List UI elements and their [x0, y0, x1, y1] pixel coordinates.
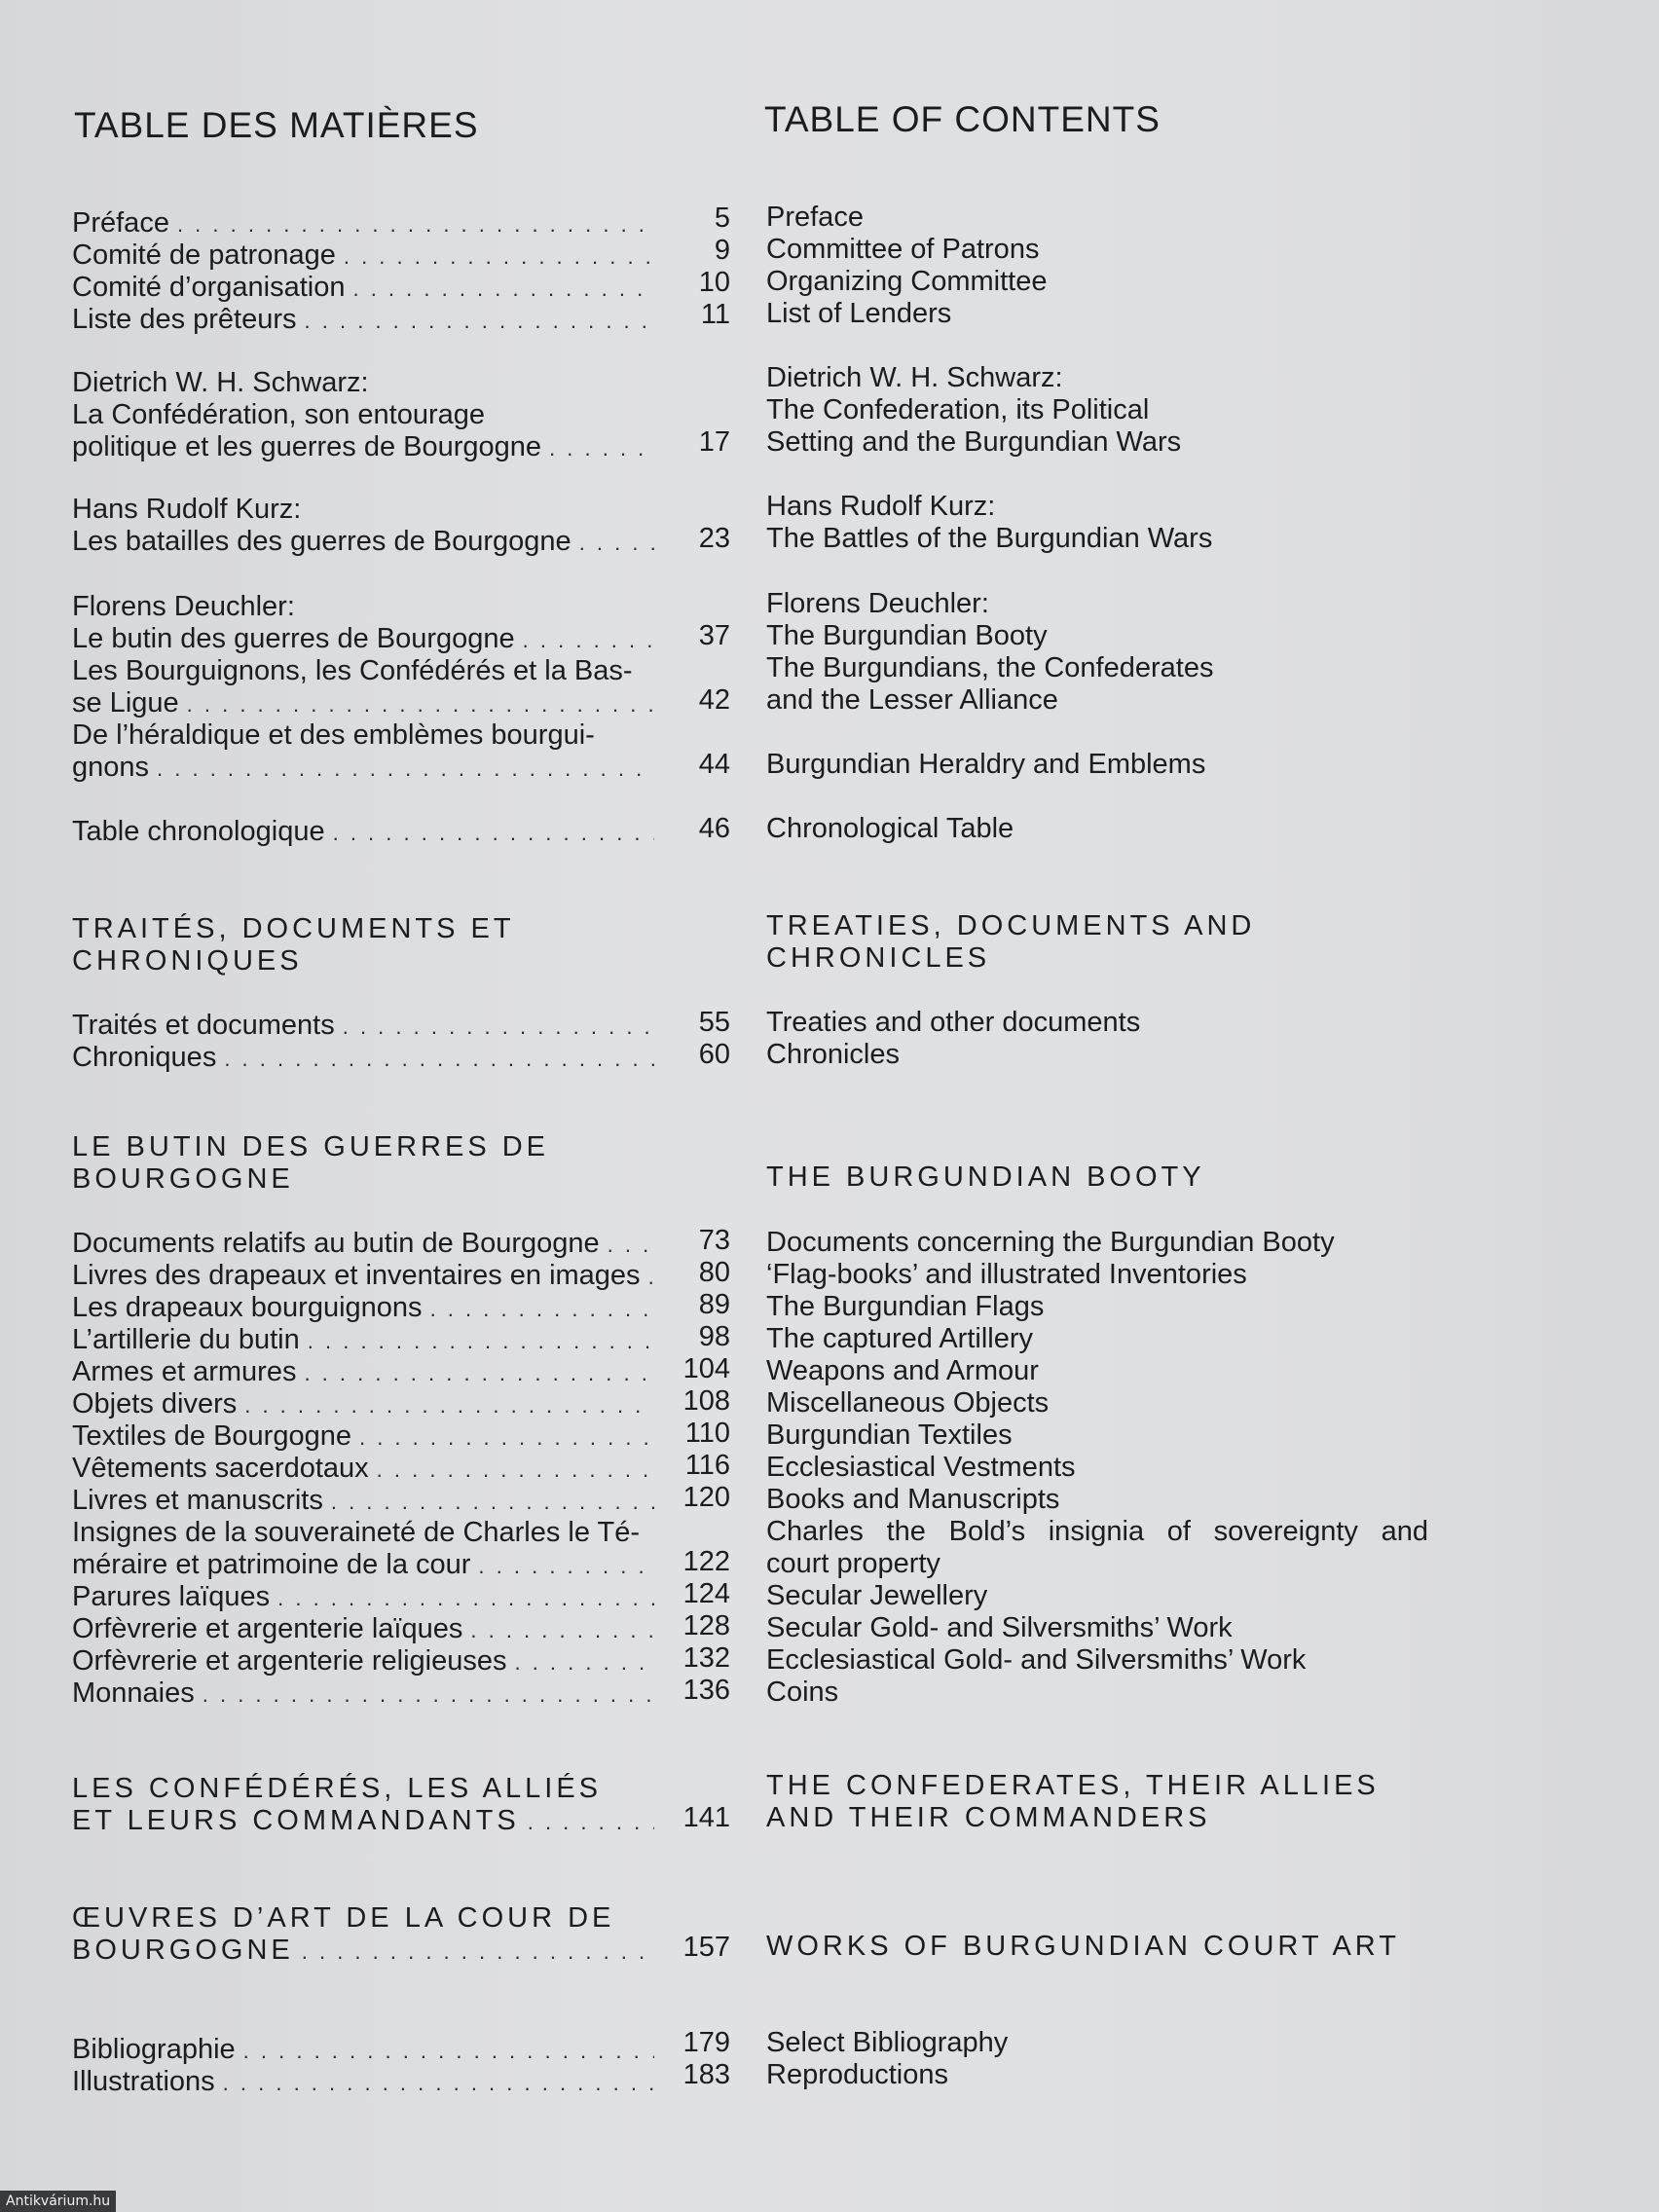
- toc-entry-en: Ecclesiastical Gold- and Silversmiths’ Work: [766, 1644, 1307, 1676]
- toc-entry-fr: méraire et patrimoine de la cour . . .: [72, 1548, 654, 1583]
- toc-entry-en: ‘Flag-books’ and illustrated Inventories: [766, 1259, 1247, 1290]
- toc-entry-en: Documents concerning the Burgundian Booty: [766, 1227, 1335, 1258]
- page-number: 157: [682, 1932, 730, 1963]
- toc-entry-en: Secular Gold- and Silversmiths’ Work: [766, 1612, 1233, 1643]
- page-number: 42: [698, 684, 730, 716]
- page-number: 37: [698, 620, 730, 651]
- toc-line-fr: La Confédération, son entourage: [72, 399, 486, 430]
- toc-line-fr: De l’héraldique et des emblèmes bourgui-: [72, 719, 595, 751]
- page-number: 23: [698, 523, 730, 554]
- page-number: 110: [684, 1418, 730, 1449]
- toc-entry-en: Burgundian Textiles: [766, 1419, 1013, 1451]
- page-number: 183: [682, 2059, 730, 2090]
- toc-entry-fr: Traités et documents . . .: [72, 1009, 654, 1044]
- watermark: Antikvárium.hu: [0, 2191, 116, 2212]
- author-en: Hans Rudolf Kurz:: [766, 491, 996, 522]
- heading-en: TABLE OF CONTENTS: [764, 99, 1161, 139]
- page-number: 5: [714, 203, 730, 234]
- toc-entry-en: Select Bibliography: [766, 2027, 1009, 2058]
- toc-entry-en: Books and Manuscripts: [766, 1484, 1060, 1515]
- toc-entry-fr: Comité d’organisation . . .: [72, 271, 654, 306]
- author-en: Dietrich W. H. Schwarz:: [766, 362, 1063, 393]
- page-number: 98: [698, 1321, 730, 1352]
- author-en: Florens Deuchler:: [766, 588, 989, 619]
- toc-entry-fr: Bibliographie . . .: [72, 2033, 654, 2068]
- toc-entry-fr: Textiles de Bourgogne . . .: [72, 1419, 654, 1455]
- author-fr: Florens Deuchler:: [72, 591, 295, 622]
- toc-entry-en: The captured Artillery: [766, 1323, 1034, 1354]
- page-number: 9: [714, 235, 730, 266]
- toc-entry-en: The Burgundian Booty: [766, 620, 1048, 651]
- toc-entry-fr: Liste des prêteurs . . .: [72, 303, 654, 338]
- toc-entry-en: Preface: [766, 202, 864, 233]
- toc-entry-fr: Documents relatifs au butin de Bourgogne . . .: [72, 1227, 654, 1262]
- page-number: 17: [698, 426, 730, 458]
- section-heading-en: AND THEIR COMMANDERS: [766, 1802, 1211, 1833]
- toc-entry-en: Organizing Committee: [766, 266, 1048, 297]
- section-heading-fr: CHRONIQUES: [72, 945, 303, 977]
- toc-entry-en: Coins: [766, 1677, 839, 1708]
- section-heading-en: CHRONICLES: [766, 942, 991, 974]
- toc-entry-fr: Comité de patronage . . .: [72, 239, 654, 274]
- toc-entry-fr: Livres des drapeaux et inventaires en images . . .: [72, 1259, 654, 1294]
- toc-entry-fr: Table chronologique . . .: [72, 815, 654, 850]
- page-number: 46: [698, 813, 730, 844]
- toc-entry-fr: Parures laïques . . .: [72, 1580, 654, 1615]
- page-number: 132: [682, 1642, 730, 1674]
- section-heading-en: WORKS OF BURGUNDIAN COURT ART: [766, 1931, 1400, 1962]
- toc-entry-en: Treaties and other documents: [766, 1007, 1141, 1038]
- toc-entry-fr: BOURGOGNE . . .: [72, 1934, 654, 1969]
- page-number: 80: [698, 1257, 730, 1288]
- page-number: 11: [700, 299, 730, 330]
- toc-entry-fr: Préface . . .: [72, 206, 654, 241]
- toc-entry-fr: Chroniques . . .: [72, 1041, 654, 1076]
- toc-entry-fr: se Ligue . . .: [72, 686, 654, 721]
- section-heading-en: TREATIES, DOCUMENTS AND: [766, 910, 1256, 941]
- page-number: 73: [698, 1225, 730, 1256]
- page-number: 104: [682, 1353, 730, 1384]
- page-number: 128: [682, 1610, 730, 1641]
- toc-entry-en: Secular Jewellery: [766, 1580, 988, 1611]
- section-heading-en: THE CONFEDERATES, THEIR ALLIES: [766, 1770, 1380, 1801]
- page-number: 44: [698, 749, 730, 780]
- toc-entry-fr: Orfèvrerie et argenterie laïques . . .: [72, 1612, 654, 1647]
- toc-entry-en: Burgundian Heraldry and Emblems: [766, 749, 1206, 780]
- toc-entry-fr: politique et les guerres de Bourgogne . . .: [72, 430, 654, 465]
- toc-entry-en: Reproductions: [766, 2059, 948, 2090]
- toc-entry-en: Weapons and Armour: [766, 1355, 1039, 1386]
- section-heading-fr: TRAITÉS, DOCUMENTS ET: [72, 913, 515, 944]
- toc-entry-fr: Les drapeaux bourguignons . . .: [72, 1291, 654, 1326]
- toc-line-en: The Burgundians, the Confederates: [766, 652, 1214, 683]
- toc-entry-fr: Livres et manuscrits . . .: [72, 1484, 654, 1519]
- toc-entry-en: and the Lesser Alliance: [766, 684, 1058, 716]
- section-heading-en: THE BURGUNDIAN BOOTY: [766, 1161, 1205, 1193]
- toc-entry-fr: gnons . . .: [72, 751, 654, 786]
- page-number: 55: [698, 1007, 730, 1038]
- toc-entry-fr: Vêtements sacerdotaux . . .: [72, 1452, 654, 1487]
- toc-entry-en: Setting and the Burgundian Wars: [766, 426, 1182, 458]
- toc-entry-fr: L’artillerie du butin . . .: [72, 1323, 654, 1358]
- section-heading-fr: LE BUTIN DES GUERRES DE: [72, 1131, 550, 1162]
- page-number: 120: [682, 1482, 730, 1513]
- toc-entry-fr: Monnaies . . .: [72, 1677, 654, 1712]
- page-number: 122: [682, 1546, 730, 1577]
- toc-line-en: Charles the Bold’s insignia of sovereignty and: [766, 1516, 1428, 1547]
- toc-entry-fr: Illustrations . . .: [72, 2065, 654, 2100]
- page-number: 179: [682, 2027, 730, 2058]
- toc-entry-en: court property: [766, 1548, 940, 1579]
- toc-entry-fr: Orfèvrerie et argenterie religieuses . . .: [72, 1644, 654, 1679]
- author-fr: Hans Rudolf Kurz:: [72, 494, 302, 525]
- toc-line-fr: Insignes de la souveraineté de Charles le Té-: [72, 1517, 641, 1548]
- toc-entry-en: Miscellaneous Objects: [766, 1387, 1050, 1419]
- page-number: 60: [698, 1039, 730, 1070]
- toc-line-en: The Confederation, its Political: [766, 394, 1150, 425]
- toc-entry-en: Chronicles: [766, 1039, 900, 1070]
- toc-entry-en: Chronological Table: [766, 813, 1014, 844]
- page-number: 116: [684, 1450, 730, 1481]
- page-number: 108: [682, 1385, 730, 1417]
- toc-entry-en: Ecclesiastical Vestments: [766, 1452, 1076, 1483]
- section-heading-fr: ŒUVRES D’ART DE LA COUR DE: [72, 1902, 615, 1934]
- author-fr: Dietrich W. H. Schwarz:: [72, 367, 369, 398]
- toc-entry-fr: Armes et armures . . .: [72, 1355, 654, 1390]
- heading-fr: TABLE DES MATIÈRES: [74, 105, 479, 145]
- page-number: 136: [682, 1675, 730, 1706]
- section-heading-fr: BOURGOGNE: [72, 1163, 294, 1195]
- toc-entry-en: List of Lenders: [766, 298, 952, 329]
- toc-entry-fr: ET LEURS COMMANDANTS . . .: [72, 1804, 654, 1839]
- toc-entry-fr: Objets divers . . .: [72, 1387, 654, 1422]
- page-number: 124: [682, 1578, 730, 1609]
- toc-entry-en: The Battles of the Burgundian Wars: [766, 523, 1213, 554]
- page-number: 89: [698, 1289, 730, 1320]
- section-heading-fr: LES CONFÉDÉRÉS, LES ALLIÉS: [72, 1773, 603, 1804]
- toc-line-fr: Les Bourguignons, les Confédérés et la Bas-: [72, 655, 633, 686]
- toc-entry-en: The Burgundian Flags: [766, 1291, 1045, 1322]
- toc-entry-fr: Le butin des guerres de Bourgogne . . .: [72, 622, 654, 657]
- page-number: 10: [698, 267, 730, 298]
- page-number: 141: [682, 1802, 730, 1833]
- toc-entry-fr: Les batailles des guerres de Bourgogne . . .: [72, 525, 654, 560]
- toc-entry-en: Committee of Patrons: [766, 234, 1040, 265]
